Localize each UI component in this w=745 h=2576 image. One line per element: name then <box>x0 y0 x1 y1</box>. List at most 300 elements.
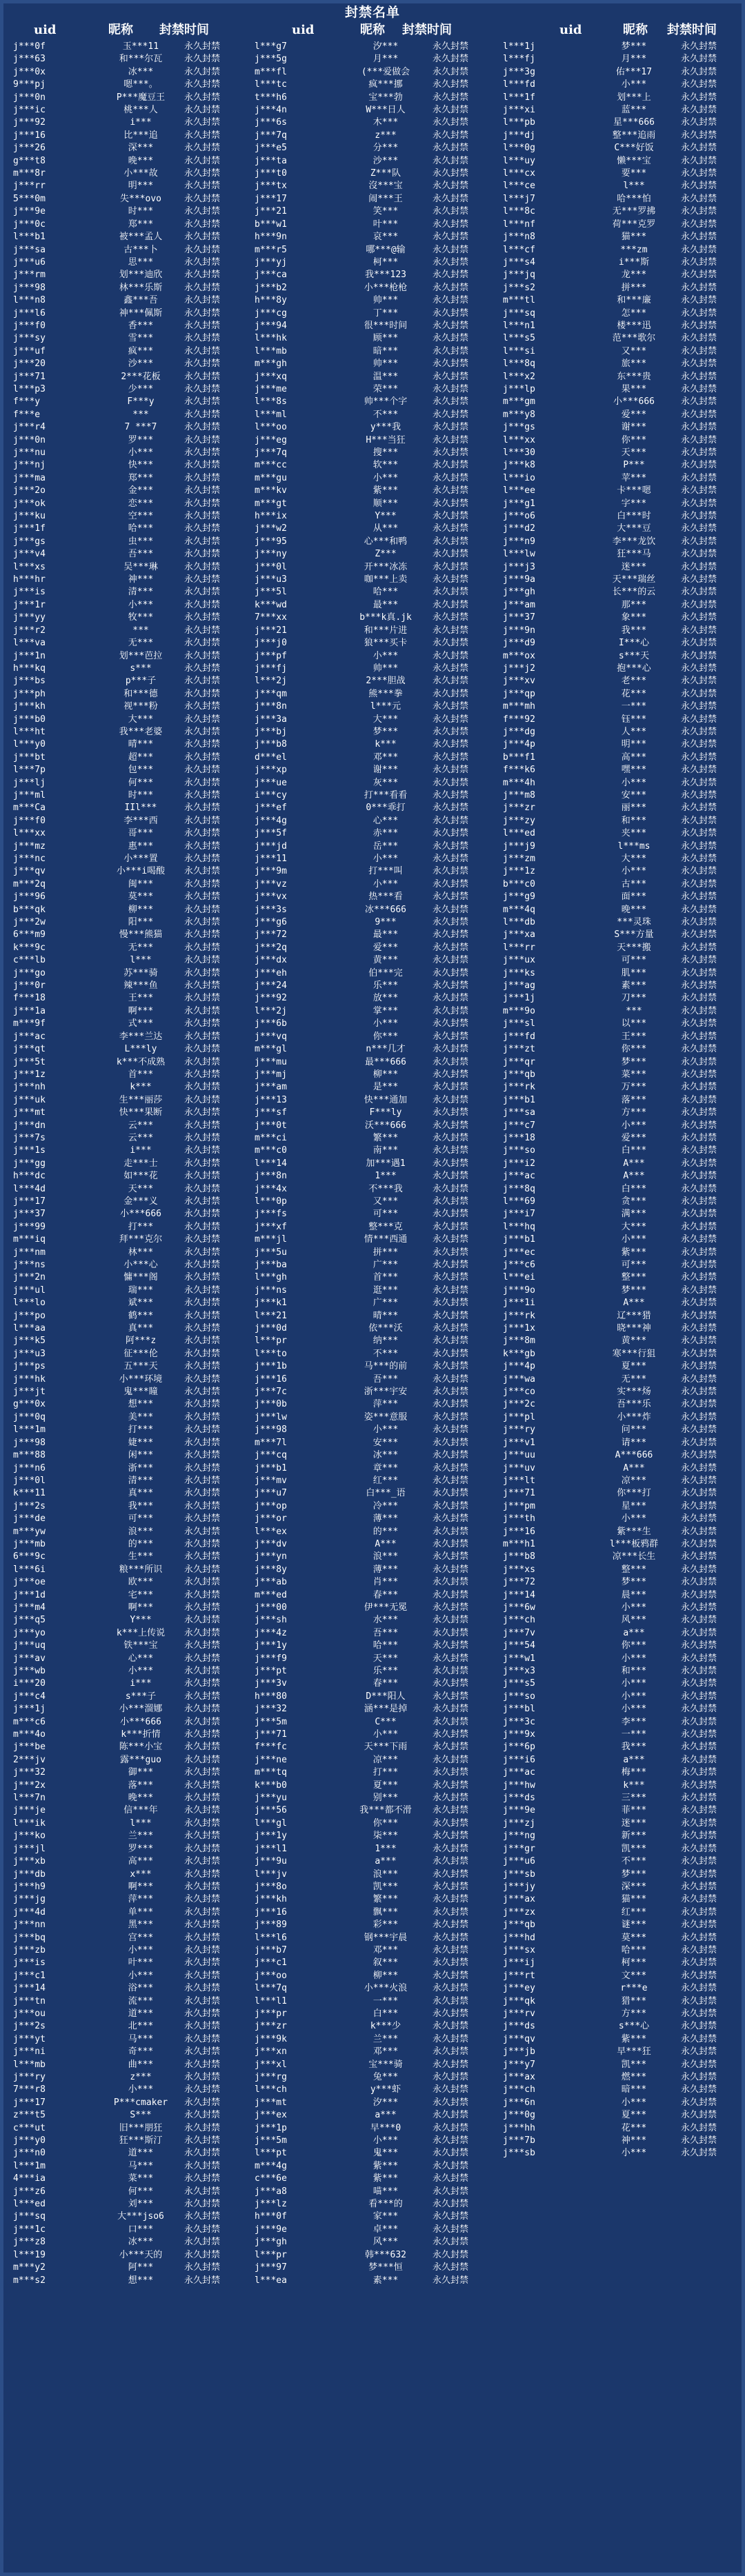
table-row <box>9 1145 253 1157</box>
uid-cell: j***g9 <box>503 892 535 903</box>
ban-time-cell: 永久封禁 <box>184 270 221 281</box>
uid-cell: j***t0 <box>255 168 287 179</box>
table-row <box>499 1158 745 1170</box>
table-row <box>9 574 253 586</box>
table-row <box>250 2198 501 2211</box>
uid-cell: j***ax <box>503 1894 535 1905</box>
uid-cell: j***jb <box>503 2046 535 2057</box>
ban-time-cell: 永久封禁 <box>681 472 717 483</box>
ban-time-cell: 永久封禁 <box>681 536 717 547</box>
ban-time-cell: 永久封禁 <box>184 789 221 801</box>
uid-cell: l***pr <box>255 2249 287 2260</box>
ban-time-cell: 永久封禁 <box>184 1399 221 1410</box>
table-row <box>499 1906 745 1919</box>
table-row <box>499 383 745 396</box>
nickname-cell: 玉***11 <box>122 41 159 52</box>
ban-time-cell: 永久封禁 <box>681 663 717 674</box>
nickname-cell: s*** <box>130 663 152 674</box>
table-row <box>250 358 501 370</box>
ban-time-cell: 永久封禁 <box>433 1602 469 1613</box>
ban-time-cell: 永久封禁 <box>681 1082 717 1093</box>
ban-time-cell: 永久封禁 <box>184 320 221 331</box>
uid-cell: j***uu <box>503 1450 535 1461</box>
ban-time-cell: 永久封禁 <box>433 828 469 839</box>
nickname-cell: A*** <box>623 1158 645 1169</box>
nickname-cell: l***ms <box>617 841 650 852</box>
table-row <box>250 92 501 104</box>
ban-time-cell: 永久封禁 <box>184 1513 221 1525</box>
table-row <box>9 2224 253 2236</box>
nickname-cell: A***666 <box>615 1450 653 1461</box>
uid-cell: h***kq <box>13 663 46 674</box>
nickname-cell: 我*** <box>621 1742 647 1753</box>
table-row <box>499 1780 745 1792</box>
ban-time-cell: 永久封禁 <box>184 54 221 65</box>
uid-cell: j***de <box>13 1513 46 1525</box>
nickname-cell: 笑*** <box>372 206 399 217</box>
nickname-cell: A*** <box>375 1538 397 1549</box>
table-row <box>9 1576 253 1589</box>
nickname-cell: 清*** <box>128 1475 154 1486</box>
nickname-cell: 广*** <box>372 1298 399 1309</box>
table-row <box>250 1310 501 1322</box>
table-row <box>499 1627 745 1640</box>
uid-cell: j***5u <box>255 1247 287 1258</box>
ban-time-cell: 永久封禁 <box>681 206 717 217</box>
uid-cell: j***89 <box>255 1920 287 1931</box>
nickname-cell: C***好饭 <box>614 143 654 154</box>
uid-cell: j***uf <box>13 345 46 356</box>
uid-cell: h***8y <box>255 295 287 306</box>
table-row <box>250 1995 501 2008</box>
uid-cell: l***8c <box>503 206 535 217</box>
table-row <box>250 1716 501 1729</box>
nickname-cell: 打*** <box>128 1425 154 1436</box>
uid-cell: j***u6 <box>13 256 46 268</box>
nickname-cell: 爱*** <box>372 942 399 953</box>
uid-cell: j***sb <box>503 2148 535 2159</box>
uid-cell: j***71 <box>255 1729 287 1740</box>
table-row <box>250 1208 501 1220</box>
uid-cell: j***lz <box>255 2199 287 2210</box>
ban-time-cell: 永久封禁 <box>433 308 469 319</box>
ban-time-cell: 永久封禁 <box>184 1666 221 1676</box>
nickname-cell: 万*** <box>621 1082 647 1093</box>
table-row <box>499 701 745 713</box>
table-row <box>250 1043 501 1056</box>
ban-time-cell: 永久封禁 <box>184 1196 221 1207</box>
ban-time-cell: 永久封禁 <box>184 2160 221 2171</box>
uid-cell: j***gs <box>503 422 535 433</box>
uid-cell: j***1a <box>13 1005 46 1016</box>
ban-time-cell: 永久封禁 <box>433 1437 469 1448</box>
table-row <box>250 1285 501 1297</box>
uid-cell: j***1p <box>255 2122 287 2133</box>
table-row <box>250 1703 501 1715</box>
nickname-cell: 晚*** <box>128 155 154 166</box>
uid-cell: j***13 <box>255 1094 287 1105</box>
table-row <box>250 2224 501 2236</box>
uid-cell: j***r4 <box>13 422 46 433</box>
ban-time-cell: 永久封禁 <box>433 1970 469 1981</box>
ban-time-cell: 永久封禁 <box>184 1818 221 1829</box>
table-row <box>250 485 501 497</box>
uid-cell: j***db <box>13 1869 46 1880</box>
uid-cell: j***is <box>13 1958 46 1969</box>
nickname-cell: 哈*** <box>128 523 154 534</box>
uid-cell: j***bj <box>255 726 287 737</box>
nickname-cell: 猫*** <box>621 232 647 243</box>
uid-cell: j***jd <box>255 841 287 852</box>
ban-time-cell: 永久封禁 <box>184 967 221 978</box>
nickname-cell: 咖***上卖 <box>364 574 408 585</box>
nickname-cell: 安*** <box>621 789 647 801</box>
uid-cell: l***l6 <box>255 1932 287 1943</box>
uid-cell: j***b8 <box>503 1551 535 1562</box>
ban-time-cell: 永久封禁 <box>681 2122 717 2133</box>
ban-time-cell: 永久封禁 <box>184 1437 221 1448</box>
table-row <box>499 409 745 421</box>
uid-cell: m***c0 <box>255 1145 287 1156</box>
ban-time-cell: 永久封禁 <box>681 929 717 940</box>
nickname-cell: 狂***马 <box>617 549 651 560</box>
nickname-cell: 可*** <box>128 1513 154 1525</box>
uid-cell: l***ml <box>255 409 287 420</box>
table-row <box>9 2109 253 2122</box>
nickname-cell: 铁***宝 <box>123 1640 158 1651</box>
uid-cell: l***cx <box>503 168 535 179</box>
nickname-cell: 龙*** <box>621 270 647 281</box>
nickname-cell: 何*** <box>128 2186 154 2197</box>
nickname-cell: l*** <box>130 1818 152 1829</box>
uid-cell: j***u6 <box>503 1856 535 1867</box>
ban-time-cell: 永久封禁 <box>184 1107 221 1118</box>
table-row <box>9 2275 253 2287</box>
nickname-cell: 吾*** <box>372 1627 399 1638</box>
uid-cell: j***s4 <box>503 256 535 268</box>
nickname-cell: 范***歌尔 <box>612 333 656 344</box>
uid-cell: j***92 <box>13 117 46 128</box>
table-row <box>250 1247 501 1259</box>
ban-time-cell: 永久封禁 <box>681 1005 717 1016</box>
table-row <box>499 992 745 1005</box>
uid-cell: l***ed <box>503 828 535 839</box>
nickname-cell: 御*** <box>128 1767 154 1778</box>
uid-cell: j***17 <box>255 193 287 204</box>
table-row <box>9 358 253 370</box>
uid-cell: m***8r <box>13 168 46 179</box>
table-row <box>9 2122 253 2135</box>
uid-cell: m***yw <box>13 1526 46 1537</box>
nickname-cell: 梦*** <box>621 1285 647 1296</box>
ban-time-cell: 永久封禁 <box>433 2199 469 2210</box>
table-row <box>499 66 745 79</box>
uid-cell: l***pr <box>255 1336 287 1347</box>
ban-time-cell: 永久封禁 <box>184 1691 221 1702</box>
table-row <box>499 1259 745 1271</box>
ban-time-cell: 永久封禁 <box>433 676 469 687</box>
nickname-cell: 白*** <box>621 1145 647 1156</box>
table-row <box>9 130 253 142</box>
table-row <box>9 2059 253 2071</box>
table-row <box>9 294 253 307</box>
ban-time-cell: 永久封禁 <box>681 688 717 699</box>
nickname-cell: 慵***阁 <box>123 1272 158 1283</box>
uid-cell: l***gl <box>255 1818 287 1829</box>
nickname-cell: 别*** <box>372 1793 399 1804</box>
nickname-cell: 象*** <box>621 612 647 623</box>
table-row <box>250 1398 501 1411</box>
uid-cell: j***am <box>503 599 535 610</box>
uid-cell: j***0d <box>255 1323 287 1334</box>
nickname-cell: 小***故 <box>123 168 158 179</box>
table-row <box>9 1627 253 1640</box>
ban-time-cell: 永久封禁 <box>433 2008 469 2019</box>
nickname-cell: 天*** <box>621 447 647 458</box>
uid-cell: j***gs <box>13 536 46 547</box>
ban-time-cell: 永久封禁 <box>681 1387 717 1398</box>
nickname-cell: 你*** <box>621 434 647 445</box>
ban-time-cell: 永久封禁 <box>184 1906 221 1918</box>
nickname-cell: 柳*** <box>372 1069 399 1080</box>
nickname-cell: 又*** <box>621 345 647 356</box>
ban-time-cell: 永久封禁 <box>433 1754 469 1765</box>
uid-cell: j***9e <box>503 1805 535 1816</box>
table-row <box>499 1449 745 1462</box>
ban-time-cell: 永久封禁 <box>681 765 717 776</box>
table-row <box>499 1005 745 1018</box>
nickname-cell: 肌*** <box>621 967 647 978</box>
nickname-cell: 梦*** <box>372 726 399 737</box>
uid-cell: j***c1 <box>255 1958 287 1969</box>
table-row <box>250 498 501 510</box>
nickname-cell: 整***追雨 <box>612 130 656 141</box>
nickname-cell: 你*** <box>372 1818 399 1829</box>
table-row <box>9 929 253 941</box>
nickname-cell: 寒***行狙 <box>612 1348 656 1359</box>
table-row <box>9 1386 253 1398</box>
table-row <box>250 1691 501 1703</box>
nickname-cell: 萍*** <box>128 1894 154 1905</box>
ban-time-cell: 永久封禁 <box>681 1373 717 1385</box>
ban-time-cell: 永久封禁 <box>681 2021 717 2032</box>
nickname-cell: 星*** <box>621 1500 647 1511</box>
ban-time-cell: 永久封禁 <box>184 206 221 217</box>
table-row <box>9 409 253 421</box>
nickname-cell: 浴*** <box>128 1983 154 1994</box>
nickname-cell: 冰*** <box>128 66 154 77</box>
table-row <box>9 2097 253 2109</box>
ban-time-cell: 永久封禁 <box>681 739 717 750</box>
table-row <box>9 205 253 218</box>
uid-cell: l***ce <box>503 181 535 192</box>
uid-cell: l***mb <box>13 2059 46 2070</box>
ban-time-cell: 永久封禁 <box>433 1678 469 1689</box>
nickname-cell: 走***士 <box>123 1158 158 1169</box>
table-row <box>250 383 501 396</box>
table-row <box>499 1475 745 1487</box>
table-row <box>9 1995 253 2008</box>
nickname-cell: 月*** <box>372 54 399 65</box>
uid-cell: j***71 <box>503 1488 535 1499</box>
table-row <box>250 827 501 840</box>
uid-cell: j***zm <box>503 854 535 864</box>
table-row <box>499 256 745 269</box>
table-row <box>9 396 253 408</box>
uid-cell: l***j7 <box>503 193 535 204</box>
ban-time-cell: 永久封禁 <box>184 105 221 116</box>
table-row <box>250 2046 501 2058</box>
uid-cell: j***6s <box>255 117 287 128</box>
uid-cell: t***h6 <box>255 92 287 103</box>
uid-cell: j***q5 <box>13 1615 46 1626</box>
uid-cell: j***72 <box>255 929 287 940</box>
uid-cell: k***11 <box>13 1488 46 1499</box>
uid-cell: j***16 <box>255 1906 287 1918</box>
ban-time-cell: 永久封禁 <box>433 612 469 623</box>
ban-time-cell: 永久封禁 <box>681 1577 717 1588</box>
uid-cell: j***n8 <box>503 232 535 243</box>
ban-time-cell: 永久封禁 <box>184 282 221 293</box>
table-row <box>9 498 253 510</box>
uid-cell: m***gu <box>255 472 287 483</box>
nickname-cell: 道*** <box>128 2008 154 2019</box>
uid-cell: l***y0 <box>13 739 46 750</box>
nickname-cell: 面*** <box>621 892 647 903</box>
nickname-cell: 春*** <box>372 1678 399 1689</box>
ban-time-cell: 永久封禁 <box>681 1425 717 1436</box>
ban-time-cell: 永久封禁 <box>433 447 469 458</box>
table-row <box>9 802 253 814</box>
uid-cell: j***qm <box>255 688 287 699</box>
table-row <box>499 878 745 891</box>
uid-cell: j***qp <box>503 688 535 699</box>
uid-cell: l***b1 <box>13 232 46 243</box>
ban-time-cell: 永久封禁 <box>433 1995 469 2006</box>
nickname-cell: 郑*** <box>128 472 154 483</box>
ban-time-cell: 永久封禁 <box>433 1462 469 1473</box>
table-row <box>499 1424 745 1436</box>
nickname-cell: S***方量 <box>614 929 654 940</box>
uid-cell: j***ku <box>13 511 46 522</box>
table-row <box>499 916 745 929</box>
ban-time-cell: 永久封禁 <box>433 359 469 370</box>
table-row <box>250 1678 501 1690</box>
table-row <box>9 1970 253 1982</box>
table-row <box>9 1285 253 1297</box>
ban-time-cell: 永久封禁 <box>184 1564 221 1575</box>
nickname-cell: 黑*** <box>128 1920 154 1931</box>
uid-cell: j***37 <box>13 1209 46 1220</box>
ban-time-cell: 永久封禁 <box>433 955 469 966</box>
ban-time-cell: 永久封禁 <box>681 612 717 623</box>
table-row <box>499 2109 745 2122</box>
uid-cell: k***9c <box>13 942 46 953</box>
nickname-cell: 嘿*** <box>621 765 647 776</box>
uid-cell: j***ex <box>255 2110 287 2121</box>
ban-time-cell: 永久封禁 <box>184 752 221 763</box>
table-row <box>9 1538 253 1551</box>
table-row <box>499 345 745 358</box>
uid-cell: j***b1 <box>255 1462 287 1473</box>
table-row <box>499 1145 745 1157</box>
ban-time-cell: 永久封禁 <box>433 1818 469 1829</box>
nickname-cell: 征***伦 <box>123 1348 158 1359</box>
nickname-cell: 谢*** <box>621 422 647 433</box>
table-row <box>499 1602 745 1614</box>
table-row <box>250 1665 501 1678</box>
table-row <box>9 447 253 459</box>
uid-cell: b***f1 <box>503 752 535 763</box>
table-row <box>250 1005 501 1018</box>
uid-cell: j***xa <box>503 929 535 940</box>
ban-time-cell: 永久封禁 <box>184 980 221 992</box>
uid-cell: j***pt <box>255 1666 287 1676</box>
table-row <box>9 2008 253 2020</box>
ban-time-cell: 永久封禁 <box>433 1209 469 1220</box>
nickname-cell: 天***搬 <box>617 942 651 953</box>
uid-cell: j***n9 <box>503 536 535 547</box>
ban-time-cell: 永久封禁 <box>681 942 717 953</box>
ban-time-cell: 永久封禁 <box>184 1716 221 1727</box>
ban-time-cell: 永久封禁 <box>681 650 717 661</box>
uid-cell: j***24 <box>255 980 287 992</box>
nickname-cell: 李*** <box>621 1716 647 1727</box>
table-row <box>499 1576 745 1589</box>
ban-time-cell: 永久封禁 <box>433 1932 469 1943</box>
ban-column-1 <box>9 41 253 2287</box>
header-uid-1: uid <box>34 23 57 37</box>
ban-time-cell: 永久封禁 <box>681 815 717 826</box>
nickname-cell: 凯*** <box>372 1881 399 1892</box>
table-row <box>9 1780 253 1792</box>
table-row <box>9 231 253 243</box>
table-row <box>9 1094 253 1107</box>
uid-cell: j***xq <box>255 371 287 382</box>
nickname-cell: 风*** <box>621 1615 647 1626</box>
nickname-cell: ***灵珠 <box>617 917 651 928</box>
table-row <box>250 117 501 129</box>
table-row <box>499 294 745 307</box>
uid-cell: j***fd <box>503 1031 535 1042</box>
ban-time-cell: 永久封禁 <box>433 396 469 407</box>
uid-cell: j***h9 <box>13 1881 46 1892</box>
nickname-cell: 神***佩斯 <box>119 308 163 319</box>
uid-cell: g***0x <box>13 1399 46 1410</box>
ban-time-cell: 永久封禁 <box>433 1589 469 1600</box>
uid-cell: l***14 <box>255 1158 287 1169</box>
ban-time-cell: 永久封禁 <box>681 168 717 179</box>
ban-time-cell: 永久封禁 <box>681 1260 717 1270</box>
table-row <box>250 1893 501 1906</box>
uid-cell: m***gm <box>503 396 535 407</box>
table-row <box>250 1056 501 1069</box>
nickname-cell: 纳*** <box>372 1336 399 1347</box>
table-row <box>250 1741 501 1753</box>
ban-time-cell: 永久封禁 <box>681 967 717 978</box>
nickname-cell: 叶*** <box>372 219 399 230</box>
nickname-cell: 放*** <box>372 993 399 1004</box>
nickname-cell: 的*** <box>372 1526 399 1537</box>
uid-cell: j***yj <box>255 256 287 268</box>
uid-cell: j***nh <box>13 1082 46 1093</box>
uid-cell: j***pl <box>503 1411 535 1422</box>
nickname-cell: k*** <box>130 1082 152 1093</box>
nickname-cell: 天*** <box>128 1183 154 1194</box>
ban-time-cell: 永久封禁 <box>681 1221 717 1232</box>
uid-cell: j***ne <box>255 1754 287 1765</box>
ban-time-cell: 永久封禁 <box>184 498 221 509</box>
